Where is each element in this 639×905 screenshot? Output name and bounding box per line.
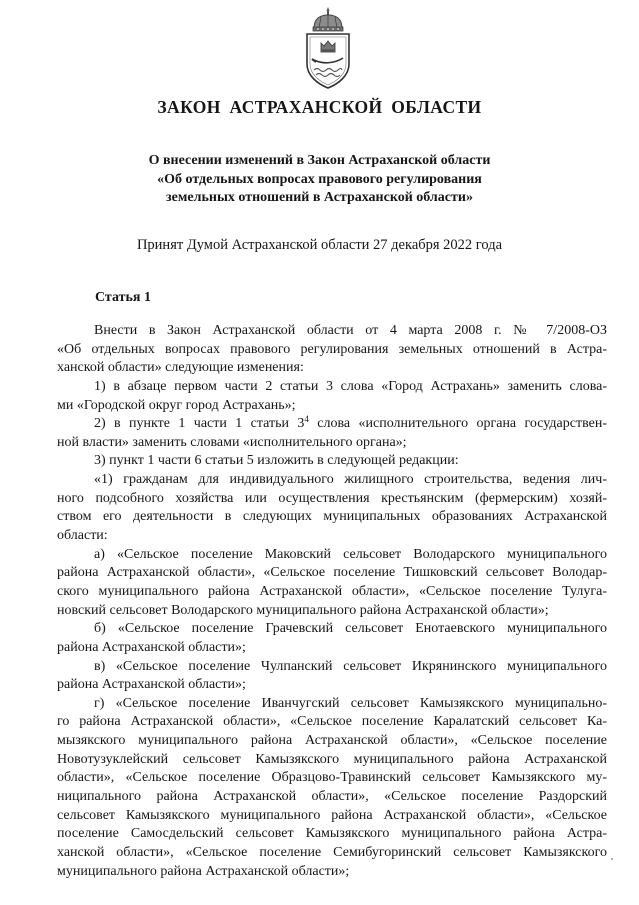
body-line: области», «Сельское поселение Образцово-Травинский сельсовет Камызякского му- [57,770,607,786]
body-line: ханской области», «Сельское поселение Семибугоринский сельсовет Камызякского [57,844,607,860]
body-line: б) «Сельское поселение Грачевский сельсовет Енотаевского муниципального [94,621,607,637]
subject-line: земельных отношений в Астраханской области» [166,190,473,205]
article-body [57,322,607,881]
body-line: г) «Сельское поселение Иванчугский сельсовет Камызякского муниципально- [94,695,607,711]
body-line: района Астраханской области», «Сельское поселение Тишковский сельсовет Володар- [57,565,607,581]
law-title: ЗАКОН АСТРАХАНСКОЙ ОБЛАСТИ [157,97,482,117]
body-line: района Астраханской области»; [57,639,246,655]
body-line: ми «Городской округ город Астрахань»; [57,397,296,413]
body-line: поселение Самосдельский сельсовет Камызякского муниципального района Астра- [57,826,607,842]
body-line-text: 2) в пункте 1 части 1 статьи 3 [94,416,305,432]
adoption-line: Принят Думой Астраханской области 27 декабря 2022 года [136,237,503,253]
body-line [57,415,607,434]
body-line: области: [57,528,108,544]
body-line: «1) гражданам для индивидуального жилищного строительства, ведения лич- [94,472,607,488]
body-line: ной власти» заменить словами «исполнительного органа»; [57,434,407,450]
body-line-text: слова «исполнительного органа государствен- [308,416,607,432]
subject-line: О внесении изменений в Закон Астраханской области [148,153,491,168]
superscript-number: 4 [304,414,309,425]
subject-line: «Об отдельных вопросах правового регулирования [157,171,482,187]
body-line: муниципального района Астраханской области»; [57,863,350,879]
body-line: ниципального района Астраханской области», «Сельское поселение Раздорский [57,789,607,805]
body-line: 3) пункт 1 части 6 статьи 5 изложить в следующей редакции: [94,453,459,469]
body-line: новский сельсовет Володарского муниципального района Астраханской области»; [57,602,549,618]
body-line: сельсовет Камызякского муниципального района Астраханской области», «Сельское [57,807,607,823]
body-line: ханской области» следующие изменения: [57,360,304,376]
body-line: ского муниципального района Астраханской области», «Сельское поселение Тулуга- [57,583,607,599]
body-line: го района Астраханской области», «Сельское поселение Каралатский сельсовет Ка- [57,714,607,730]
body-line: 1) в абзаце первом части 2 статьи 3 слова «Город Астрахань» заменить слова- [94,378,607,394]
body-line: а) «Сельское поселение Маковский сельсовет Володарского муниципального [94,546,607,562]
astrakhan-coat-of-arms-icon [296,6,360,90]
body-line: ством его деятельности в следующих муниципальных образованиях Астраханской [57,509,607,525]
body-line: в) «Сельское поселение Чулпанский сельсовет Икрянинского муниципального [94,658,607,674]
scan-speck [611,858,613,860]
law-subject [0,152,639,208]
body-line: мызякского муниципального района Астраханской области», «Сельское поселение [57,733,607,749]
body-line: ного подсобного хозяйства или осуществления крестьянским (фермерским) хозяй- [57,490,607,506]
body-line: «Об отдельных вопросах правового регулирования земельных отношений в Астра- [57,341,607,357]
article-heading: Статья 1 [95,290,151,305]
body-line: района Астраханской области»; [57,677,246,693]
body-line: Внести в Закон Астраханской области от 4 марта 2008 г. № 7/2008-ОЗ [94,323,607,338]
body-line: Новотузуклейский сельсовет Камызякского муниципального района Астраханской [57,751,607,767]
